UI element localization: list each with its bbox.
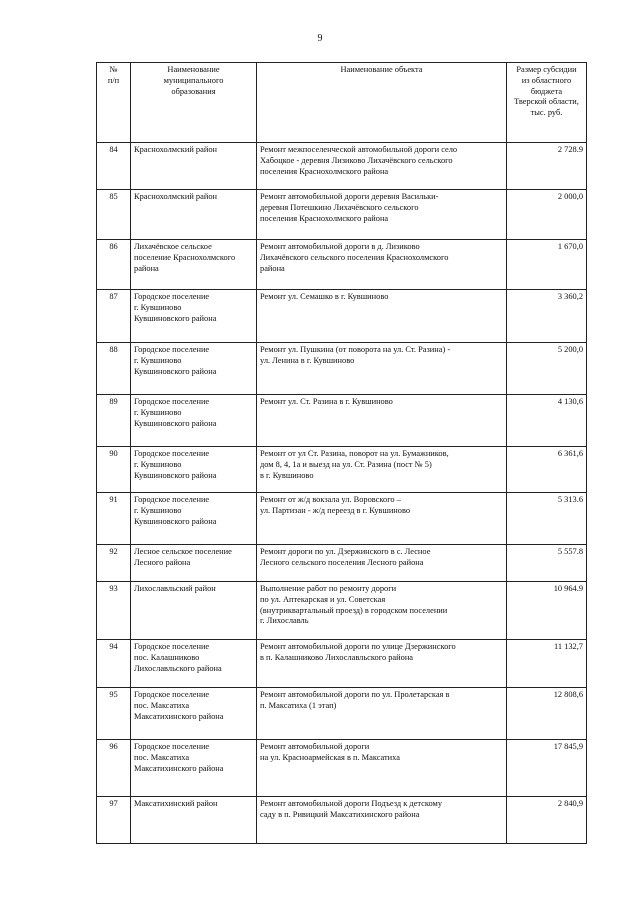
row-number: 86 — [97, 240, 131, 290]
row-amount: 5 557.8 — [507, 545, 587, 582]
row-object: Ремонт автомобильной дороги по ул. Пролетарская в п. Максатиха (1 этап) — [257, 688, 507, 740]
row-object: Ремонт автомобильной дороги по улице Дзержинского в п. Калашниково Лихославльского района — [257, 640, 507, 688]
row-number: 94 — [97, 640, 131, 688]
row-municipality: Лесное сельское поселение Лесного района — [131, 545, 257, 582]
row-number: 84 — [97, 143, 131, 190]
row-municipality: Городское поселение г. Кувшиново Кувшиновского района — [131, 395, 257, 447]
row-amount: 12 808,6 — [507, 688, 587, 740]
row-municipality: Лихачёвское сельское поселение Краснохолмского района — [131, 240, 257, 290]
table-row — [97, 797, 587, 844]
table-row — [97, 545, 587, 582]
table-row — [97, 493, 587, 545]
row-amount: 5 200,0 — [507, 343, 587, 395]
row-amount: 6 361,6 — [507, 447, 587, 493]
row-municipality: Городское поселение г. Кувшиново Кувшиновского района — [131, 290, 257, 343]
row-number: 91 — [97, 493, 131, 545]
row-number: 85 — [97, 190, 131, 240]
table-row — [97, 740, 587, 797]
row-object: Ремонт межпоселенческой автомобильной дороги село Хабоцкое - деревня Лизиково Лихачёвского сельского поселения Краснохолмского района — [257, 143, 507, 190]
row-object: Ремонт автомобильной дороги деревня Васильки- деревня Потешкино Лихачёвского сельского поселения Краснохолмского района — [257, 190, 507, 240]
header-num: № п/п — [97, 63, 131, 143]
row-amount: 2 728.9 — [507, 143, 587, 190]
row-object: Выполнение работ по ремонту дороги по ул. Аптекарская и ул. Советская (внутриквартальный проезд) в городском поселении г. Лихославль — [257, 582, 507, 640]
row-municipality: Городское поселение г. Кувшиново Кувшиновского района — [131, 493, 257, 545]
header-municipality: Наименование муниципального образования — [131, 63, 257, 143]
row-municipality: Городское поселение пос. Максатиха Максатихинского района — [131, 688, 257, 740]
row-municipality: Краснохолмский район — [131, 143, 257, 190]
row-number: 90 — [97, 447, 131, 493]
table-row — [97, 190, 587, 240]
row-amount: 2 840,9 — [507, 797, 587, 844]
row-amount: 3 360,2 — [507, 290, 587, 343]
row-municipality: Максатихинский район — [131, 797, 257, 844]
row-number: 96 — [97, 740, 131, 797]
row-amount: 11 132,7 — [507, 640, 587, 688]
row-object: Ремонт ул. Пушкина (от поворота на ул. Ст. Разина) - ул. Ленина в г. Кувшиново — [257, 343, 507, 395]
table-row — [97, 240, 587, 290]
row-number: 93 — [97, 582, 131, 640]
row-municipality: Городское поселение пос. Максатиха Максатихинского района — [131, 740, 257, 797]
table-row — [97, 688, 587, 740]
row-object: Ремонт дороги по ул. Дзержинского в с. Лесное Лесного сельского поселения Лесного района — [257, 545, 507, 582]
row-amount: 1 670,0 — [507, 240, 587, 290]
header-row — [97, 63, 587, 143]
table-row — [97, 143, 587, 190]
row-number: 88 — [97, 343, 131, 395]
row-municipality: Городское поселение г. Кувшиново Кувшиновского района — [131, 343, 257, 395]
row-object: Ремонт ул. Семашко в г. Кувшиново — [257, 290, 507, 343]
row-amount: 5 313.6 — [507, 493, 587, 545]
row-amount: 10 964.9 — [507, 582, 587, 640]
table-row — [97, 582, 587, 640]
table-row — [97, 395, 587, 447]
row-object: Ремонт от ж/д вокзала ул. Воровского – ул. Партизан - ж/д переезд в г. Кувшиново — [257, 493, 507, 545]
row-municipality: Городское поселение г. Кувшиново Кувшиновского района — [131, 447, 257, 493]
row-object: Ремонт автомобильной дороги в д. Лизиково Лихачёвского сельского поселения Краснохолмского района — [257, 240, 507, 290]
page-number: 9 — [317, 33, 323, 44]
table-row — [97, 640, 587, 688]
row-number: 97 — [97, 797, 131, 844]
row-municipality: Лихославльский район — [131, 582, 257, 640]
row-amount: 17 845,9 — [507, 740, 587, 797]
subsidy-table — [96, 62, 587, 844]
table-row — [97, 447, 587, 493]
row-number: 95 — [97, 688, 131, 740]
header-amount: Размер субсидии из областного бюджета Тверской области, тыс. руб. — [507, 63, 587, 143]
row-number: 87 — [97, 290, 131, 343]
row-object: Ремонт от ул Ст. Разина, поворот на ул. Бумажников, дом 8, 4, 1а и выезд на ул. Ст. Разина (пост № 5) в г. Кувшиново — [257, 447, 507, 493]
table-row — [97, 290, 587, 343]
row-object: Ремонт ул. Ст. Разина в г. Кувшиново — [257, 395, 507, 447]
row-object: Ремонт автомобильной дороги Подъезд к детскому саду в п. Ривицкий Максатихинского района — [257, 797, 507, 844]
row-number: 92 — [97, 545, 131, 582]
row-amount: 4 130,6 — [507, 395, 587, 447]
row-municipality: Городское поселение пос. Калашниково Лихославльского района — [131, 640, 257, 688]
header-object: Наименование объекта — [257, 63, 507, 143]
table-row — [97, 343, 587, 395]
row-municipality: Краснохолмский район — [131, 190, 257, 240]
row-number: 89 — [97, 395, 131, 447]
row-amount: 2 000,0 — [507, 190, 587, 240]
row-object: Ремонт автомобильной дороги на ул. Красноармейская в п. Максатиха — [257, 740, 507, 797]
